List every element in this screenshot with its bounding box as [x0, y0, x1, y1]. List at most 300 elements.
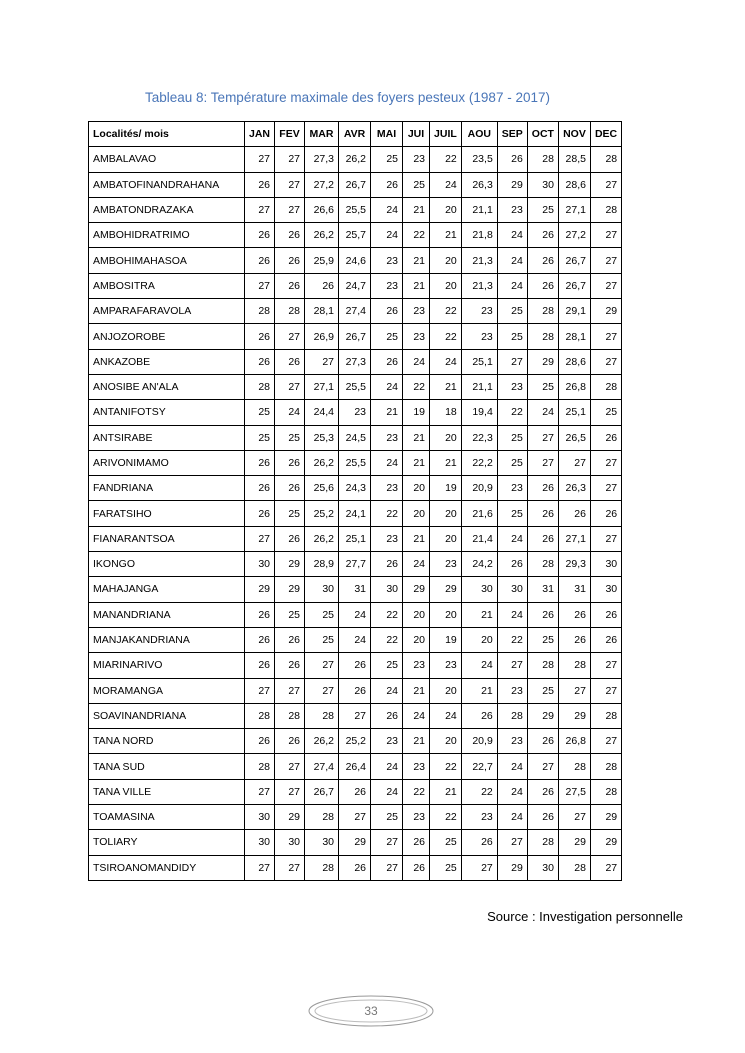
column-header: JUI	[403, 122, 430, 147]
column-header: MAR	[305, 122, 339, 147]
temperature-cell: 24	[339, 627, 371, 652]
temperature-cell: 26	[305, 273, 339, 298]
temperature-cell: 29	[558, 830, 590, 855]
temperature-cell: 26	[275, 450, 305, 475]
temperature-cell: 25	[371, 653, 403, 678]
temperature-cell: 26,5	[558, 425, 590, 450]
temperature-cell: 26	[558, 627, 590, 652]
temperature-cell: 27	[245, 147, 275, 172]
temperature-cell: 26,3	[558, 476, 590, 501]
temperature-cell: 30	[245, 805, 275, 830]
temperature-cell: 24	[497, 223, 527, 248]
temperature-cell: 27,1	[558, 526, 590, 551]
temperature-cell: 26	[245, 653, 275, 678]
temperature-cell: 28	[527, 324, 558, 349]
temperature-cell: 25	[497, 324, 527, 349]
temperature-cell: 28	[245, 703, 275, 728]
locality-cell: ANTANIFOTSY	[89, 400, 245, 425]
temperature-cell: 22	[403, 374, 430, 399]
temperature-cell: 25	[275, 425, 305, 450]
temperature-cell: 27	[497, 349, 527, 374]
locality-cell: FANDRIANA	[89, 476, 245, 501]
temperature-cell: 23	[497, 729, 527, 754]
column-header: JUIL	[430, 122, 462, 147]
temperature-cell: 20	[430, 729, 462, 754]
temperature-cell: 22,3	[461, 425, 497, 450]
temperature-cell: 28	[245, 754, 275, 779]
table-row	[89, 805, 622, 830]
temperature-cell: 25,7	[339, 223, 371, 248]
table-row	[89, 476, 622, 501]
temperature-cell: 18	[430, 400, 462, 425]
table-row	[89, 273, 622, 298]
temperature-cell: 24	[371, 374, 403, 399]
temperature-cell: 26	[527, 526, 558, 551]
temperature-cell: 26,8	[558, 374, 590, 399]
temperature-cell: 22	[430, 754, 462, 779]
temperature-cell: 19,4	[461, 400, 497, 425]
temperature-cell: 30	[275, 830, 305, 855]
table-body	[89, 147, 622, 881]
temperature-cell: 24	[371, 779, 403, 804]
temperature-cell: 30	[497, 577, 527, 602]
temperature-cell: 20	[430, 526, 462, 551]
table-row	[89, 779, 622, 804]
locality-cell: ANKAZOBE	[89, 349, 245, 374]
temperature-cell: 24	[371, 678, 403, 703]
table-row	[89, 855, 622, 880]
column-header: MAI	[371, 122, 403, 147]
temperature-cell: 30	[371, 577, 403, 602]
temperature-cell: 28	[275, 703, 305, 728]
temperature-cell: 29	[245, 577, 275, 602]
temperature-cell: 19	[403, 400, 430, 425]
temperature-cell: 28,6	[558, 349, 590, 374]
temperature-cell: 28,1	[305, 299, 339, 324]
table-row	[89, 703, 622, 728]
temperature-cell: 27	[527, 754, 558, 779]
temperature-cell: 27	[590, 172, 621, 197]
temperature-cell: 21,8	[461, 223, 497, 248]
temperature-cell: 29	[275, 577, 305, 602]
temperature-cell: 23	[371, 248, 403, 273]
temperature-cell: 22	[430, 299, 462, 324]
temperature-cell: 26	[245, 349, 275, 374]
locality-cell: FIANARANTSOA	[89, 526, 245, 551]
locality-cell: TANA SUD	[89, 754, 245, 779]
temperature-cell: 27	[275, 147, 305, 172]
temperature-cell: 21	[430, 374, 462, 399]
locality-cell: MAHAJANGA	[89, 577, 245, 602]
temperature-cell: 29	[403, 577, 430, 602]
table-header-row	[89, 122, 622, 147]
temperature-cell: 22	[430, 805, 462, 830]
temperature-cell: 27	[527, 450, 558, 475]
locality-cell: ANOSIBE AN'ALA	[89, 374, 245, 399]
temperature-cell: 20	[430, 248, 462, 273]
temperature-cell: 26	[371, 552, 403, 577]
temperature-cell: 25	[245, 425, 275, 450]
temperature-cell: 29	[590, 299, 621, 324]
temperature-cell: 31	[527, 577, 558, 602]
column-header: DEC	[590, 122, 621, 147]
temperature-cell: 26	[527, 248, 558, 273]
temperature-cell: 27	[590, 526, 621, 551]
temperature-cell: 25,5	[339, 450, 371, 475]
temperature-cell: 27	[275, 855, 305, 880]
temperature-cell: 24	[339, 602, 371, 627]
temperature-cell: 25	[305, 602, 339, 627]
temperature-cell: 27	[558, 450, 590, 475]
temperature-cell: 24	[497, 273, 527, 298]
temperature-cell: 27,3	[305, 147, 339, 172]
temperature-cell: 26	[339, 855, 371, 880]
temperature-cell: 23	[497, 374, 527, 399]
temperature-cell: 27,2	[558, 223, 590, 248]
temperature-cell: 22	[403, 223, 430, 248]
temperature-cell: 27	[590, 855, 621, 880]
temperature-cell: 28,1	[558, 324, 590, 349]
temperature-cell: 29,1	[558, 299, 590, 324]
temperature-cell: 28	[527, 147, 558, 172]
temperature-cell: 29,3	[558, 552, 590, 577]
temperature-cell: 22	[371, 627, 403, 652]
temperature-cell: 26	[339, 779, 371, 804]
temperature-cell: 23	[403, 653, 430, 678]
temperature-cell: 27	[245, 779, 275, 804]
column-header: JAN	[245, 122, 275, 147]
temperature-cell: 21	[403, 425, 430, 450]
table-row	[89, 501, 622, 526]
temperature-cell: 27,4	[339, 299, 371, 324]
temperature-cell: 23	[461, 299, 497, 324]
locality-cell: TOAMASINA	[89, 805, 245, 830]
locality-cell: MORAMANGA	[89, 678, 245, 703]
temperature-cell: 26	[527, 729, 558, 754]
table-row	[89, 197, 622, 222]
temperature-cell: 28	[590, 197, 621, 222]
temperature-cell: 24	[527, 400, 558, 425]
temperature-cell: 25,2	[305, 501, 339, 526]
locality-cell: MANANDRIANA	[89, 602, 245, 627]
locality-cell: AMBOHIMAHASOA	[89, 248, 245, 273]
temperature-cell: 27	[558, 805, 590, 830]
temperature-cell: 25	[497, 425, 527, 450]
temperature-cell: 26	[245, 476, 275, 501]
temperature-cell: 20	[461, 627, 497, 652]
temperature-cell: 21	[403, 729, 430, 754]
locality-cell: MIARINARIVO	[89, 653, 245, 678]
table-caption: Tableau 8: Température maximale des foyers pesteux (1987 - 2017)	[145, 90, 550, 105]
temperature-cell: 26	[590, 425, 621, 450]
temperature-cell: 28	[590, 374, 621, 399]
table-row	[89, 400, 622, 425]
temperature-cell: 26	[590, 602, 621, 627]
table-row	[89, 754, 622, 779]
temperature-cell: 20,9	[461, 729, 497, 754]
temperature-cell: 25	[371, 147, 403, 172]
temperature-cell: 20	[430, 501, 462, 526]
temperature-cell: 30	[527, 172, 558, 197]
temperature-cell: 23	[371, 526, 403, 551]
temperature-cell: 23	[403, 147, 430, 172]
temperature-cell: 23	[430, 653, 462, 678]
temperature-cell: 20	[430, 197, 462, 222]
temperature-cell: 24	[403, 703, 430, 728]
temperature-cell: 24	[430, 172, 462, 197]
temperature-cell: 21	[430, 450, 462, 475]
table-row	[89, 627, 622, 652]
temperature-cell: 25	[497, 450, 527, 475]
temperature-cell: 26	[527, 476, 558, 501]
temperature-cell: 26	[527, 223, 558, 248]
temperature-cell: 29	[527, 349, 558, 374]
temperature-cell: 22	[430, 324, 462, 349]
temperature-cell: 28	[305, 855, 339, 880]
temperature-cell: 30	[305, 577, 339, 602]
temperature-cell: 25,6	[305, 476, 339, 501]
temperature-cell: 27	[527, 425, 558, 450]
locality-cell: IKONGO	[89, 552, 245, 577]
temperature-cell: 23	[371, 273, 403, 298]
temperature-cell: 23	[403, 324, 430, 349]
temperature-cell: 24,2	[461, 552, 497, 577]
temperature-cell: 22	[461, 779, 497, 804]
temperature-cell: 29	[497, 855, 527, 880]
temperature-cell: 20	[403, 501, 430, 526]
temperature-cell: 30	[590, 552, 621, 577]
temperature-cell: 21	[461, 678, 497, 703]
table-row	[89, 425, 622, 450]
table-row	[89, 324, 622, 349]
temperature-cell: 20	[403, 476, 430, 501]
temperature-cell: 27	[590, 729, 621, 754]
temperature-cell: 27	[590, 248, 621, 273]
temperature-cell: 28	[245, 374, 275, 399]
temperature-cell: 26	[558, 501, 590, 526]
temperature-cell: 26	[275, 476, 305, 501]
temperature-cell: 26	[339, 653, 371, 678]
temperature-cell: 28	[590, 754, 621, 779]
temperature-cell: 27	[275, 197, 305, 222]
temperature-cell: 29	[558, 703, 590, 728]
temperature-cell: 26,7	[558, 248, 590, 273]
temperature-cell: 27	[590, 653, 621, 678]
page-number: 33	[364, 1004, 378, 1018]
temperature-cell: 26	[245, 729, 275, 754]
locality-cell: AMPARAFARAVOLA	[89, 299, 245, 324]
locality-cell: TOLIARY	[89, 830, 245, 855]
temperature-cell: 26	[275, 526, 305, 551]
temperature-cell: 25	[403, 172, 430, 197]
table-row	[89, 349, 622, 374]
locality-cell: MANJAKANDRIANA	[89, 627, 245, 652]
temperature-cell: 26,2	[305, 729, 339, 754]
temperature-cell: 23	[497, 476, 527, 501]
temperature-cell: 25	[527, 197, 558, 222]
temperature-cell: 26,9	[305, 324, 339, 349]
temperature-table	[88, 121, 622, 881]
temperature-cell: 25	[527, 374, 558, 399]
temperature-cell: 26	[275, 273, 305, 298]
temperature-cell: 28	[275, 299, 305, 324]
temperature-cell: 23	[461, 805, 497, 830]
temperature-cell: 26	[558, 602, 590, 627]
locality-cell: AMBOHIDRATRIMO	[89, 223, 245, 248]
table-row	[89, 552, 622, 577]
temperature-cell: 26	[371, 172, 403, 197]
temperature-cell: 27	[305, 349, 339, 374]
temperature-cell: 28	[590, 703, 621, 728]
temperature-cell: 27	[590, 223, 621, 248]
temperature-cell: 27	[275, 779, 305, 804]
temperature-cell: 24,5	[339, 425, 371, 450]
temperature-cell: 29	[339, 830, 371, 855]
temperature-cell: 27	[275, 374, 305, 399]
temperature-cell: 26,2	[305, 526, 339, 551]
locality-cell: ANTSIRABE	[89, 425, 245, 450]
temperature-cell: 25,1	[339, 526, 371, 551]
temperature-cell: 24	[403, 552, 430, 577]
locality-cell: AMBATONDRAZAKA	[89, 197, 245, 222]
temperature-cell: 19	[430, 627, 462, 652]
temperature-cell: 24	[461, 653, 497, 678]
temperature-cell: 21	[430, 223, 462, 248]
locality-cell: ARIVONIMAMO	[89, 450, 245, 475]
locality-cell: TANA NORD	[89, 729, 245, 754]
temperature-cell: 25,2	[339, 729, 371, 754]
temperature-cell: 26,7	[558, 273, 590, 298]
temperature-cell: 25	[430, 830, 462, 855]
temperature-cell: 27	[245, 526, 275, 551]
temperature-cell: 27	[461, 855, 497, 880]
temperature-cell: 24	[371, 754, 403, 779]
temperature-cell: 23,5	[461, 147, 497, 172]
temperature-cell: 29	[590, 830, 621, 855]
temperature-cell: 26	[527, 602, 558, 627]
temperature-cell: 26	[461, 830, 497, 855]
temperature-cell: 27	[590, 450, 621, 475]
temperature-cell: 24	[497, 526, 527, 551]
temperature-cell: 21,1	[461, 197, 497, 222]
temperature-cell: 21,1	[461, 374, 497, 399]
temperature-cell: 29	[497, 172, 527, 197]
temperature-cell: 26,2	[339, 147, 371, 172]
temperature-cell: 26	[403, 830, 430, 855]
temperature-cell: 27	[339, 805, 371, 830]
temperature-cell: 27	[590, 324, 621, 349]
temperature-cell: 21	[403, 273, 430, 298]
temperature-cell: 23	[371, 729, 403, 754]
temperature-cell: 25,1	[461, 349, 497, 374]
locality-cell: AMBALAVAO	[89, 147, 245, 172]
locality-cell: AMBOSITRA	[89, 273, 245, 298]
temperature-cell: 27	[305, 653, 339, 678]
temperature-cell: 27	[497, 830, 527, 855]
temperature-cell: 25	[430, 855, 462, 880]
temperature-cell: 26	[371, 703, 403, 728]
temperature-cell: 23	[430, 552, 462, 577]
temperature-cell: 30	[305, 830, 339, 855]
temperature-cell: 27	[275, 754, 305, 779]
temperature-cell: 28,5	[558, 147, 590, 172]
temperature-cell: 26	[245, 172, 275, 197]
temperature-cell: 26	[245, 223, 275, 248]
column-header: AOU	[461, 122, 497, 147]
column-header: SEP	[497, 122, 527, 147]
temperature-cell: 27	[590, 273, 621, 298]
temperature-cell: 26	[371, 349, 403, 374]
temperature-cell: 26	[245, 627, 275, 652]
temperature-cell: 23	[497, 197, 527, 222]
temperature-cell: 21	[371, 400, 403, 425]
temperature-cell: 26,4	[339, 754, 371, 779]
temperature-cell: 28,6	[558, 172, 590, 197]
temperature-cell: 25,5	[339, 374, 371, 399]
temperature-cell: 27	[275, 172, 305, 197]
temperature-cell: 23	[403, 805, 430, 830]
temperature-cell: 31	[339, 577, 371, 602]
temperature-cell: 28	[497, 703, 527, 728]
temperature-cell: 24	[497, 248, 527, 273]
table-row	[89, 653, 622, 678]
temperature-cell: 24	[371, 450, 403, 475]
temperature-cell: 25	[590, 400, 621, 425]
temperature-cell: 23	[461, 324, 497, 349]
temperature-cell: 24,3	[339, 476, 371, 501]
table-row	[89, 299, 622, 324]
temperature-cell: 27	[245, 273, 275, 298]
temperature-cell: 26	[590, 627, 621, 652]
locality-cell: SOAVINANDRIANA	[89, 703, 245, 728]
temperature-cell: 26	[245, 324, 275, 349]
table-row	[89, 678, 622, 703]
temperature-cell: 28	[527, 830, 558, 855]
temperature-cell: 28,9	[305, 552, 339, 577]
temperature-cell: 27,5	[558, 779, 590, 804]
temperature-cell: 26	[339, 678, 371, 703]
temperature-cell: 26,8	[558, 729, 590, 754]
temperature-cell: 28	[558, 653, 590, 678]
temperature-cell: 26	[497, 147, 527, 172]
temperature-cell: 27	[275, 324, 305, 349]
temperature-cell: 20	[430, 273, 462, 298]
temperature-cell: 26	[245, 450, 275, 475]
temperature-cell: 31	[558, 577, 590, 602]
temperature-cell: 23	[339, 400, 371, 425]
temperature-cell: 29	[275, 805, 305, 830]
table-row	[89, 147, 622, 172]
temperature-cell: 21,3	[461, 248, 497, 273]
temperature-cell: 26,7	[305, 779, 339, 804]
temperature-cell: 30	[461, 577, 497, 602]
table-row	[89, 602, 622, 627]
temperature-cell: 26,7	[339, 324, 371, 349]
temperature-cell: 23	[403, 299, 430, 324]
temperature-cell: 21	[403, 526, 430, 551]
temperature-cell: 27	[245, 197, 275, 222]
temperature-cell: 24,1	[339, 501, 371, 526]
temperature-cell: 25	[527, 627, 558, 652]
temperature-cell: 26	[275, 729, 305, 754]
temperature-cell: 26	[275, 653, 305, 678]
temperature-cell: 21	[461, 602, 497, 627]
temperature-cell: 24,7	[339, 273, 371, 298]
temperature-cell: 26	[403, 855, 430, 880]
temperature-cell: 23	[403, 754, 430, 779]
temperature-cell: 25	[245, 400, 275, 425]
temperature-cell: 21,6	[461, 501, 497, 526]
